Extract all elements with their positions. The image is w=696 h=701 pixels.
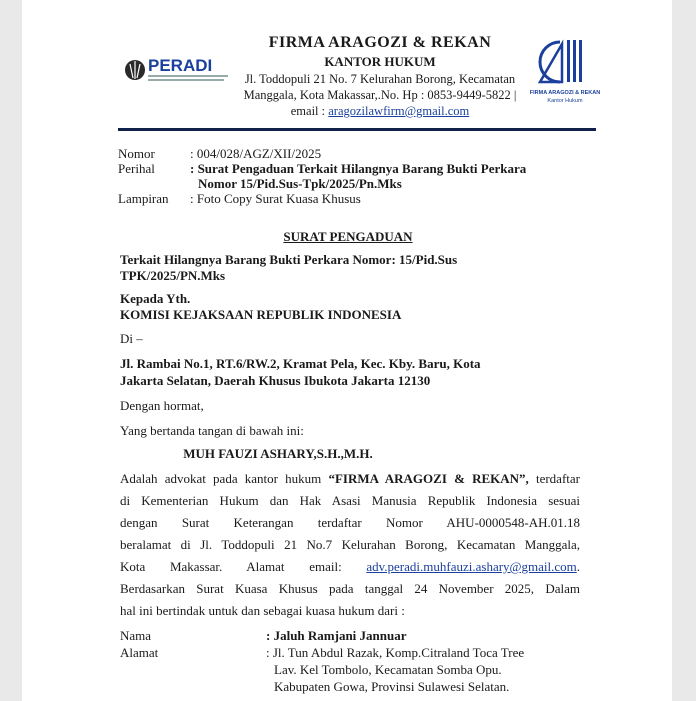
client-address-row — [120, 644, 580, 695]
meta-label: Nomor — [118, 146, 155, 161]
paragraph-line: Kota Makassar. Alamat email: adv.peradi.muhfauzi.ashary@gmail.com. — [120, 559, 580, 574]
firm-address — [210, 71, 550, 119]
svg-text:PERADI: PERADI — [148, 56, 213, 75]
firm-email-link[interactable]: aragozilawfirm@gmail.com — [328, 104, 470, 118]
firm-address-line: Manggala, Kota Makassar,.No. Hp : 0853-9449-5822 | — [243, 88, 517, 102]
firm-name: FIRMA ARAGOZI & REKAN — [268, 34, 492, 51]
firm-address-line: Jl. Toddopuli 21 No. 7 Kelurahan Borong, Kecamatan — [244, 72, 516, 86]
meta-label: Perihal — [118, 161, 155, 176]
letter-meta — [118, 146, 526, 206]
client-address: : Jl. Tun Abdul Razak, Komp.Citraland Toca Tree Lav. Kel Tombolo, Kecamatan Somba Opu. Kabupaten Gowa, Provinsi Sulawesi Selatan. — [266, 645, 525, 694]
signer-name: MUH FAUZI ASHARY,S.H.,M.H. — [183, 446, 373, 461]
body-paragraph — [120, 468, 580, 622]
aragozi-logo — [530, 36, 600, 106]
paragraph-line: Berdasarkan Surat Kuasa Khusus pada tanggal 24 November 2025, Dalam — [120, 581, 580, 596]
letter-attachment: : Foto Copy Surat Kuasa Khusus — [190, 191, 361, 206]
firm-email-line — [210, 103, 550, 119]
header-divider — [118, 128, 596, 131]
meta-row-subject — [118, 161, 526, 191]
office-name: KANTOR HUKUM — [324, 54, 436, 69]
paragraph-line: beralamat di Jl. Toddopuli 21 No.7 Kelurahan Borong, Kecamatan Manggala, — [120, 537, 580, 552]
aragozi-logo-name: FIRMA ARAGOZI & REKAN — [529, 90, 601, 96]
client-name-label: Nama — [120, 628, 152, 643]
meta-row-number — [118, 146, 526, 161]
signer-intro: Yang bertanda tangan di bawah ini: — [120, 423, 304, 438]
client-address-label: Alamat — [120, 645, 159, 660]
aragozi-logo-subtitle: Kantor Hukum — [547, 98, 583, 104]
meta-row-attachment — [118, 191, 526, 206]
recipient: Kepada Yth. KOMISI KEJAKSAAN REPUBLIK INDONESIA — [120, 291, 402, 322]
letter-subject: : Surat Pengaduan Terkait Hilangnya Barang Bukti Perkara Nomor 15/Pid.Sus-Tpk/2025/Pn.Mks — [190, 161, 527, 191]
paragraph-line: Adalah advokat pada kantor hukum “FIRMA ARAGOZI & REKAN”, terdaftar — [120, 471, 580, 486]
paragraph-line: hal ini bertindak untuk dan sebagai kuasa hukum dari : — [120, 603, 405, 618]
document-title: SURAT PENGADUAN — [283, 229, 413, 244]
letter-number: : 004/028/AGZ/XII/2025 — [190, 146, 322, 161]
greeting: Dengan hormat, — [120, 398, 204, 413]
meta-label: Lampiran — [118, 191, 169, 206]
client-name: : Jaluh Ramjani Jannuar — [266, 628, 407, 643]
advocate-email-link[interactable]: adv.peradi.muhfauzi.ashary@gmail.com — [366, 559, 577, 574]
di-label: Di – — [120, 331, 143, 346]
recipient-address: Jl. Rambai No.1, RT.6/RW.2, Kramat Pela, Kec. Kby. Baru, Kota Jakarta Selatan, Daerah Khusus Ibukota Jakarta 12130 — [120, 356, 481, 388]
subject-heading: Terkait Hilangnya Barang Bukti Perkara Nomor: 15/Pid.Sus TPK/2025/PN.Mks — [120, 252, 458, 283]
client-name-row — [120, 627, 580, 644]
paragraph-line: di Kementerian Hukum dan Hak Asasi Manusia Republik Indonesia sesuai — [120, 493, 580, 508]
client-details — [120, 627, 580, 695]
paragraph-line: dengan Surat Keterangan terdaftar Nomor AHU-0000548-AH.01.18 — [120, 515, 580, 530]
firm-email-label: email : — [290, 104, 329, 118]
